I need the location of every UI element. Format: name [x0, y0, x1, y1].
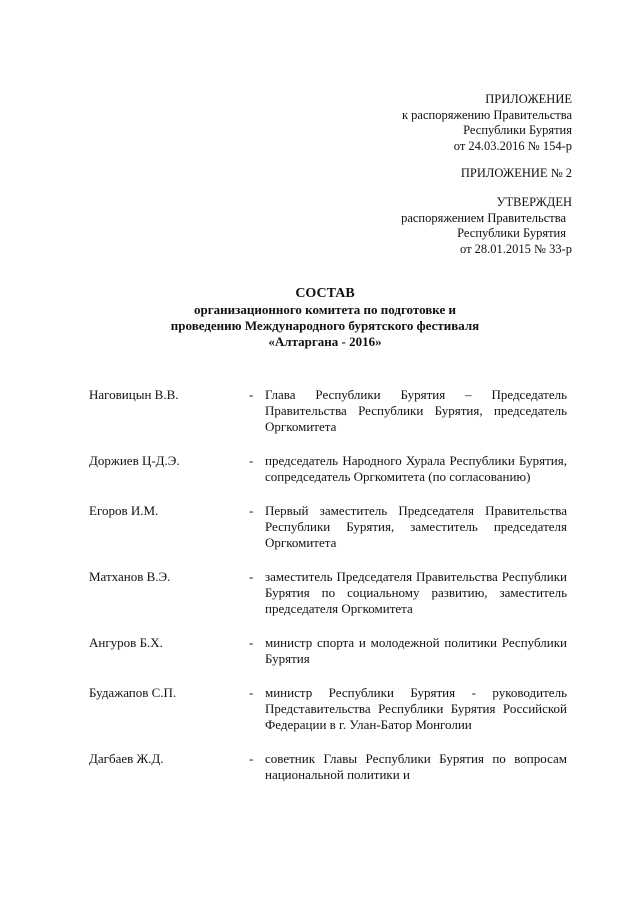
member-dash: -: [249, 387, 254, 402]
member-role: советник Главы Республики Бурятия по вопросам национальной политики и: [265, 751, 567, 782]
approved-line: распоряжением Правительства: [401, 210, 566, 225]
member-dash: -: [249, 503, 254, 518]
appendix-line: Республики Бурятия: [463, 123, 572, 137]
member-role: Первый заместитель Председателя Правительства Республики Бурятия, заместитель председателя Оргкомитета: [265, 503, 567, 550]
approved-title: УТВЕРЖДЕН: [496, 195, 572, 209]
member-name: Егоров И.М.: [89, 503, 159, 518]
appendix-line: к распоряжению Правительства: [401, 107, 572, 122]
member-dash: -: [249, 453, 254, 468]
member-name: Доржиев Ц-Д.Э.: [89, 453, 180, 468]
member-role: заместитель Председателя Правительства Республики Бурятия по социальному развитию, заместитель председателя Оргкомитета: [265, 569, 567, 616]
member-role: министр Республики Бурятия - руководитель Представительства Республики Бурятия Российской Федерации в г. Улан-Батор Монголии: [265, 685, 567, 732]
heading-line: организационного комитета по подготовке и: [194, 302, 456, 317]
member-row: [89, 569, 567, 617]
member-role: Глава Республики Бурятия – Председатель Правительства Республики Бурятия, председатель Оргкомитета: [265, 387, 567, 434]
appendix-date: от 24.03.2016 № 154-р: [453, 138, 572, 153]
member-name: Дагбаев Ж.Д.: [89, 751, 164, 766]
approved-block: [401, 195, 572, 257]
member-dash: -: [249, 635, 254, 650]
heading-title: СОСТАВ: [295, 286, 355, 301]
member-row: [89, 387, 567, 435]
appendix-block: [402, 92, 572, 154]
approved-date: от 28.01.2015 № 33-р: [459, 241, 572, 256]
member-row: [89, 635, 567, 667]
heading-line: «Алтаргана - 2016»: [268, 334, 382, 349]
document-heading: [60, 285, 590, 350]
heading-line: проведению Международного бурятского фестиваля: [170, 318, 480, 333]
member-name: Наговицын В.В.: [89, 387, 179, 402]
member-name: Будажапов С.П.: [89, 685, 177, 700]
member-role: министр спорта и молодежной политики Республики Бурятия: [265, 635, 567, 666]
member-name: Ангуров Б.Х.: [89, 635, 163, 650]
member-name: Матханов В.Э.: [89, 569, 171, 584]
member-dash: -: [249, 751, 254, 766]
approved-line: Республики Бурятия: [457, 226, 566, 240]
member-dash: -: [249, 569, 254, 584]
appendix-2-block: [461, 166, 572, 182]
appendix-title: ПРИЛОЖЕНИЕ: [485, 92, 572, 106]
appendix-2-title: ПРИЛОЖЕНИЕ № 2: [460, 166, 572, 180]
member-row: [89, 453, 567, 485]
member-role: председатель Народного Хурала Республики Бурятия, сопредседатель Оргкомитета (по согласованию): [265, 453, 567, 484]
member-row: [89, 685, 567, 733]
member-row: [89, 503, 567, 551]
member-dash: -: [249, 685, 254, 700]
member-list: [89, 387, 567, 783]
member-row: [89, 751, 567, 783]
